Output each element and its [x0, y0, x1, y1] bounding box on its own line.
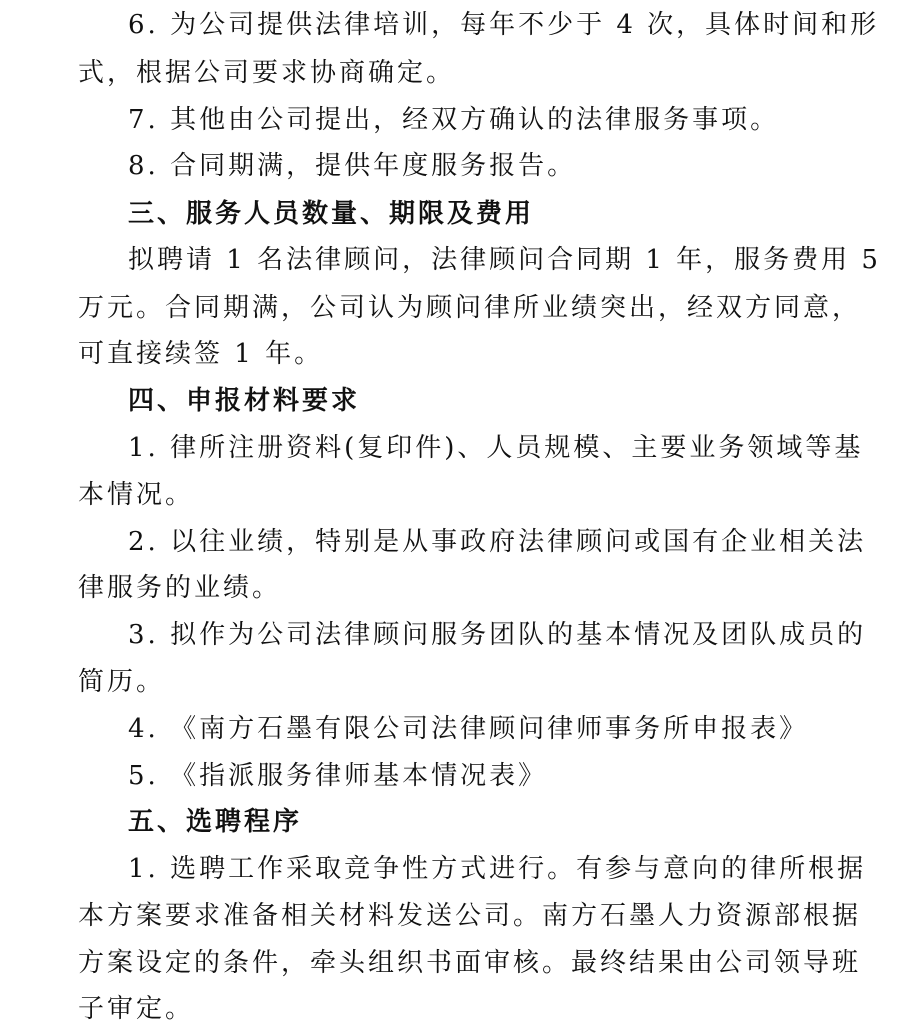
section-3-heading: 三、服务人员数量、期限及费用 — [128, 199, 535, 229]
section-4-item-1-line-1: 1. 律所注册资料(复印件)、人员规模、主要业务领域等基 — [128, 433, 864, 463]
section-5-item-1-line-4: 子审定。 — [78, 994, 195, 1024]
section-4-item-2-line-1: 2. 以往业绩，特别是从事政府法律顾问或国有企业相关法 — [128, 527, 867, 557]
section-3-line-2: 万元。合同期满，公司认为顾问律所业绩突出，经双方同意， — [78, 293, 862, 323]
section-3-line-3: 可直接续签 1 年。 — [78, 339, 324, 369]
section-3-line-1: 拟聘请 1 名法律顾问，法律顾问合同期 1 年，服务费用 5 — [128, 245, 881, 275]
section-4-item-5: 5. 《指派服务律师基本情况表》 — [128, 761, 548, 791]
section-5-item-1-line-1: 1. 选聘工作采取竞争性方式进行。有参与意向的律所根据 — [128, 854, 867, 884]
section-5-item-1-line-3: 方案设定的条件，牵头组织书面审核。最终结果由公司领导班 — [78, 948, 862, 978]
section-4-item-4: 4. 《南方石墨有限公司法律顾问律师事务所申报表》 — [128, 714, 809, 744]
section-5-item-1-line-2: 本方案要求准备相关材料发送公司。南方石墨人力资源部根据 — [78, 901, 862, 931]
section-4-item-3-line-2: 简历。 — [78, 667, 166, 697]
item-6-line-2: 式，根据公司要求协商确定。 — [78, 58, 456, 88]
section-5-heading: 五、选聘程序 — [128, 807, 303, 837]
section-4-item-3-line-1: 3. 拟作为公司法律顾问服务团队的基本情况及团队成员的 — [128, 620, 867, 650]
section-4-item-2-line-2: 律服务的业绩。 — [78, 573, 282, 603]
section-4-item-1-line-2: 本情况。 — [78, 480, 195, 510]
item-8: 8. 合同期满，提供年度服务报告。 — [128, 151, 577, 181]
item-7: 7. 其他由公司提出，经双方确认的法律服务事项。 — [128, 105, 780, 135]
section-4-heading: 四、申报材料要求 — [128, 386, 361, 416]
item-6-line-1: 6. 为公司提供法律培训，每年不少于 4 次，具体时间和形 — [128, 10, 880, 40]
